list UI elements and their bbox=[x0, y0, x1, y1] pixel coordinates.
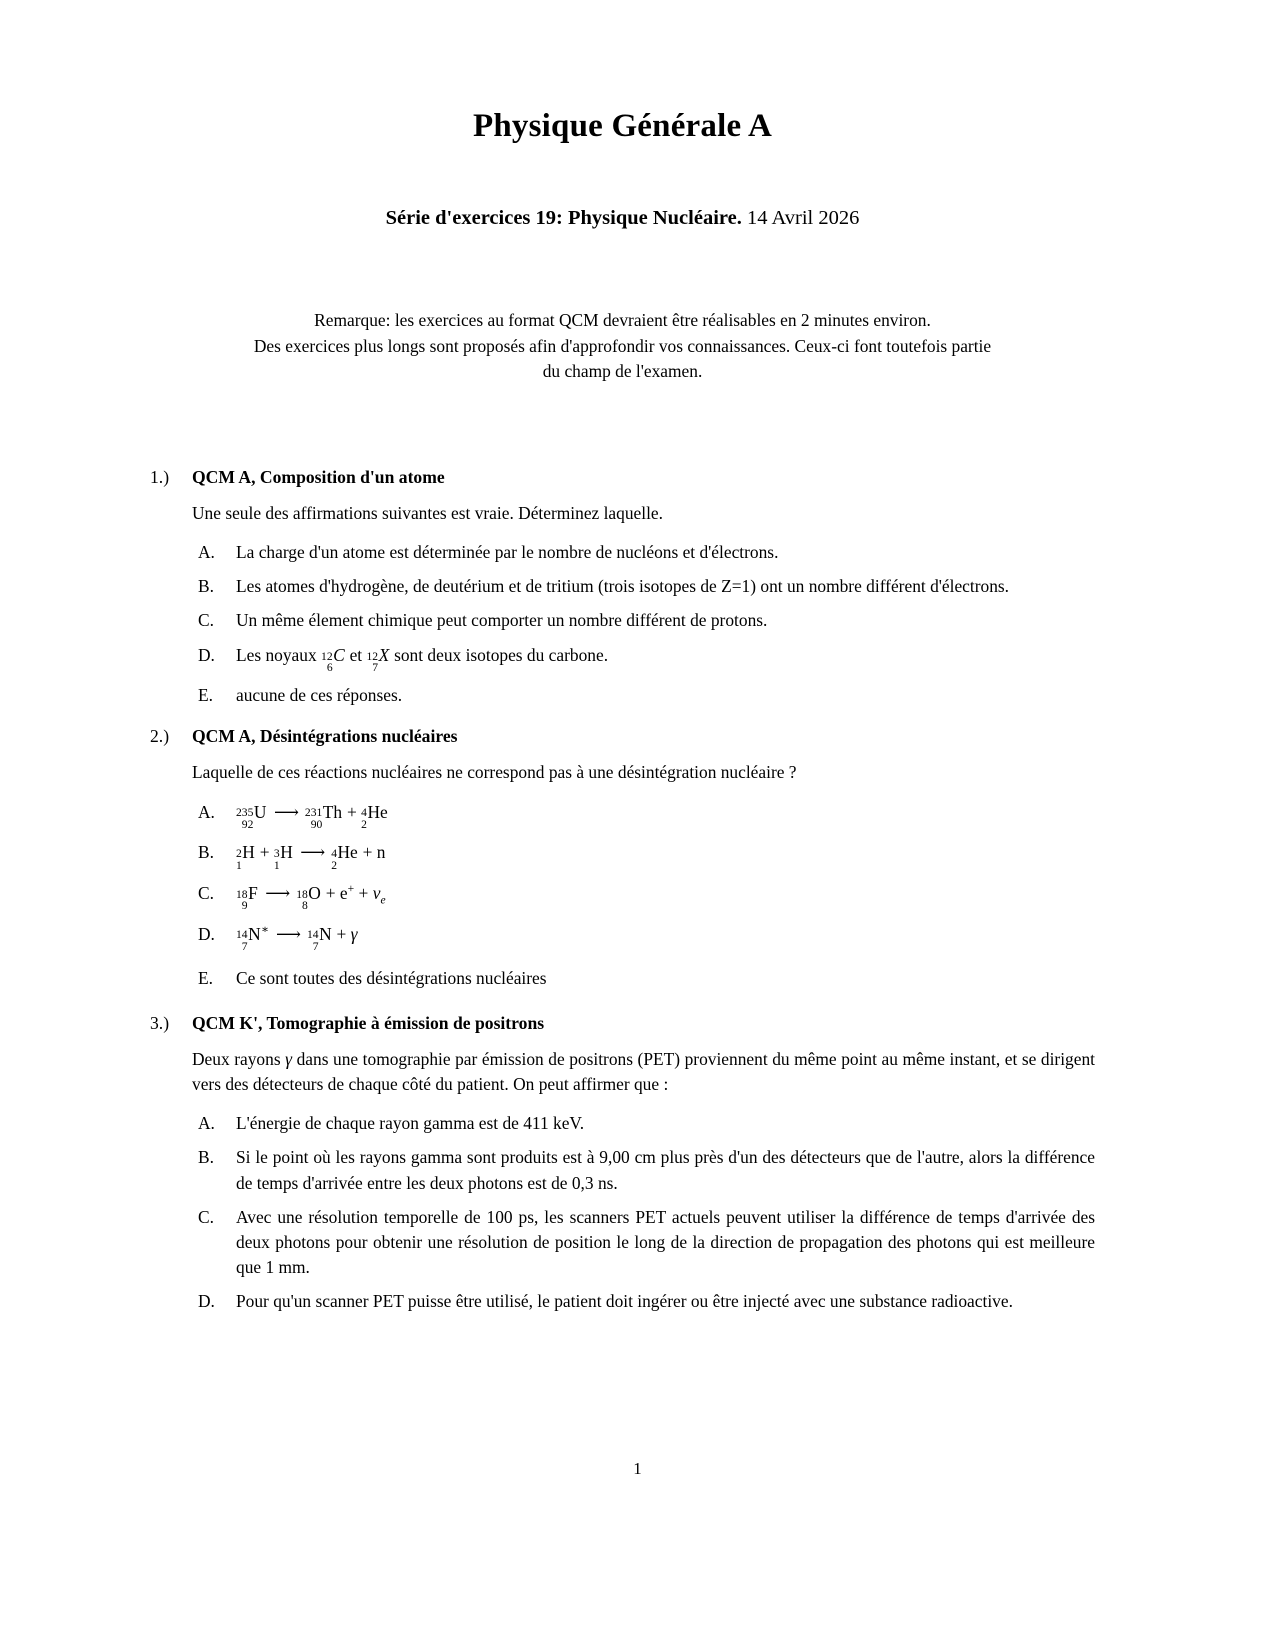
neutrino-symbol: ν bbox=[372, 882, 381, 903]
question-1 bbox=[150, 467, 1095, 708]
option-2e-text: Ce sont toutes des désintégrations nucléaires bbox=[236, 968, 547, 989]
question-3-number: 3.) bbox=[150, 1013, 170, 1034]
isotope-carbon-12-mass: 12 bbox=[321, 649, 333, 663]
nuclide-h-2-atomic: 1 bbox=[236, 858, 242, 872]
nuclide-th-231 bbox=[305, 799, 342, 833]
option-3a-text: L'énergie de chaque rayon gamma est de 411 keV. bbox=[236, 1113, 585, 1134]
equation-2a bbox=[236, 801, 388, 832]
nuclide-he-4 bbox=[361, 799, 388, 833]
nuclide-n-14-excited-atomic: 7 bbox=[241, 940, 248, 954]
option-3d-text: Pour qu'un scanner PET puisse être utilisé, le patient doit ingérer ou être injecté avec une substance radioactive. bbox=[236, 1290, 1013, 1311]
option-3c[interactable] bbox=[150, 1205, 1095, 1280]
nuclide-f-18-mass: 18 bbox=[236, 887, 248, 901]
question-2-number: 2.) bbox=[150, 725, 170, 746]
question-3-intro bbox=[150, 1047, 1095, 1097]
option-1a-text: La charge d'un atome est déterminée par le nombre de nucléons et d'électrons. bbox=[236, 541, 779, 562]
equation-2b bbox=[236, 842, 386, 872]
nuclide-th-231-symbol: Th bbox=[322, 801, 343, 822]
option-2c-label: C. bbox=[198, 882, 214, 903]
neutrino-flavor: e bbox=[380, 893, 386, 907]
plus-sign-2b-1: + bbox=[259, 842, 270, 863]
nuclide-he-4-mass: 4 bbox=[361, 806, 367, 820]
isotope-x-12-symbol: X bbox=[378, 644, 390, 665]
plus-sign-2b-2: + bbox=[362, 842, 373, 863]
neutron-symbol: n bbox=[376, 842, 386, 863]
nuclide-u-235 bbox=[236, 799, 266, 833]
option-1e[interactable] bbox=[150, 683, 1095, 708]
option-1a[interactable] bbox=[150, 540, 1095, 565]
reaction-arrow-2b: ⟶ bbox=[300, 842, 325, 863]
isotope-x-12-mass: 12 bbox=[366, 649, 379, 663]
option-3b-label: B. bbox=[198, 1147, 214, 1168]
nuclide-f-18-symbol: F bbox=[248, 882, 258, 903]
remark-line-3: du champ de l'examen. bbox=[542, 361, 703, 382]
option-2a-label: A. bbox=[198, 801, 215, 822]
option-3d[interactable] bbox=[150, 1289, 1095, 1314]
option-3d-label: D. bbox=[198, 1290, 215, 1311]
gamma-ray-symbol: γ bbox=[285, 1049, 293, 1070]
question-3 bbox=[150, 1013, 1095, 1314]
nuclide-o-18-mass: 18 bbox=[296, 887, 308, 901]
question-1-intro: Une seule des affirmations suivantes est vraie. Déterminez laquelle. bbox=[192, 502, 663, 523]
nuclide-n-14-symbol: N bbox=[319, 923, 332, 944]
nuclide-u-235-atomic: 92 bbox=[241, 818, 254, 832]
nuclide-h-3-mass: 3 bbox=[273, 846, 280, 860]
nuclide-he-4-b-symbol: He bbox=[337, 842, 358, 863]
question-1-heading bbox=[150, 467, 1095, 488]
option-1c-label: C. bbox=[198, 609, 214, 630]
option-2a[interactable] bbox=[150, 799, 1095, 833]
option-2d[interactable] bbox=[150, 921, 1095, 955]
option-1d-label: D. bbox=[198, 644, 215, 665]
option-1b-label: B. bbox=[198, 575, 214, 596]
subtitle-series-label: Série d'exercices 19: Physique Nucléaire. bbox=[385, 207, 742, 229]
option-1e-text: aucune de ces réponses. bbox=[236, 684, 403, 705]
isotope-carbon-12 bbox=[321, 642, 345, 676]
remark-block bbox=[150, 308, 1095, 385]
nuclide-n-14-excited-mass: 14 bbox=[236, 928, 248, 942]
question-3-options bbox=[150, 1111, 1095, 1313]
remark-line-2: Des exercices plus longs sont proposés afin d'approfondir vos connaissances. Ceux-ci font toutefois partie bbox=[253, 335, 992, 356]
gamma-symbol: γ bbox=[350, 923, 358, 944]
isotope-x-12 bbox=[367, 642, 390, 676]
option-2c[interactable] bbox=[150, 880, 1095, 914]
nuclide-h-3-symbol: H bbox=[280, 842, 293, 863]
question-3-heading bbox=[150, 1013, 1095, 1034]
question-3-intro-part1: Deux rayons bbox=[192, 1049, 281, 1070]
nuclide-h-3-atomic: 1 bbox=[273, 858, 280, 872]
nuclide-th-231-mass: 231 bbox=[304, 806, 323, 820]
subtitle-date: 14 Avril 2026 bbox=[746, 207, 860, 229]
nuclide-he-4-b bbox=[331, 839, 358, 873]
option-3a-label: A. bbox=[198, 1113, 215, 1134]
nuclide-h-2-symbol: H bbox=[242, 842, 255, 863]
nuclide-h-2-mass: 2 bbox=[236, 846, 242, 860]
option-3a[interactable] bbox=[150, 1111, 1095, 1136]
question-1-title: QCM A, Composition d'un atome bbox=[192, 466, 445, 487]
page-title: Physique Générale A bbox=[473, 108, 772, 144]
nuclide-o-18-symbol: O bbox=[308, 882, 321, 903]
option-1c-text: Un même élement chimique peut comporter un nombre différent de protons. bbox=[236, 609, 768, 630]
option-2b-label: B. bbox=[198, 842, 214, 863]
questions-list bbox=[150, 467, 1095, 1314]
question-2-options bbox=[150, 799, 1095, 992]
nuclide-h-2 bbox=[236, 839, 255, 873]
option-1d-suffix: sont deux isotopes du carbone. bbox=[394, 644, 609, 665]
option-2e[interactable] bbox=[150, 966, 1095, 991]
option-1c[interactable] bbox=[150, 608, 1095, 633]
document-content bbox=[150, 0, 1095, 1323]
question-3-title: QCM K', Tomographie à émission de positrons bbox=[192, 1013, 545, 1034]
nuclide-he-4-atomic: 2 bbox=[361, 818, 367, 832]
reaction-arrow-2d: ⟶ bbox=[276, 923, 300, 944]
option-1d[interactable] bbox=[150, 642, 1095, 676]
nuclide-u-235-symbol: U bbox=[253, 801, 267, 822]
option-3b[interactable] bbox=[150, 1145, 1095, 1195]
question-2 bbox=[150, 726, 1095, 992]
nuclide-n-14-excited-symbol: N bbox=[248, 923, 261, 944]
nuclide-he-4-b-atomic: 2 bbox=[331, 858, 337, 872]
question-2-intro: Laquelle de ces réactions nucléaires ne correspond pas à une désintégration nucléaire ? bbox=[192, 761, 797, 782]
isotope-carbon-12-symbol: C bbox=[333, 644, 345, 665]
plus-sign-2c-2: + bbox=[358, 882, 369, 903]
nuclide-n-14-atomic: 7 bbox=[312, 940, 319, 954]
option-1a-label: A. bbox=[198, 541, 215, 562]
nuclide-n-14-mass: 14 bbox=[306, 928, 319, 942]
option-1b[interactable] bbox=[150, 574, 1095, 599]
plus-sign-2c-1: + bbox=[325, 882, 336, 903]
isotope-x-12-atomic: 7 bbox=[372, 661, 379, 675]
option-1e-label: E. bbox=[198, 684, 213, 705]
nuclide-n-14-excited bbox=[236, 921, 261, 955]
nuclide-h-3 bbox=[274, 839, 293, 873]
nuclide-th-231-atomic: 90 bbox=[310, 818, 323, 832]
reaction-arrow-2c: ⟶ bbox=[265, 882, 290, 903]
nuclide-o-18-atomic: 8 bbox=[302, 899, 308, 913]
option-1d-prefix: Les noyaux bbox=[236, 644, 317, 665]
nuclide-f-18 bbox=[236, 880, 258, 914]
page-number: 1 bbox=[633, 1459, 642, 1478]
equation-2c bbox=[236, 882, 386, 913]
excited-state-star: ∗ bbox=[261, 922, 270, 936]
option-3b-text: Si le point où les rayons gamma sont produits est à 9,00 cm plus près d'un des détecteurs que de l'autre, alors la différence de temps d'arrivée entre les deux photons est de 0,3 ns. bbox=[236, 1147, 1095, 1193]
option-2e-label: E. bbox=[198, 968, 213, 989]
question-1-options bbox=[150, 540, 1095, 708]
option-3c-label: C. bbox=[198, 1206, 214, 1227]
remark-line-1: Remarque: les exercices au format QCM devraient être réalisables en 2 minutes environ. bbox=[314, 310, 931, 330]
plus-sign-2a: + bbox=[346, 801, 357, 822]
question-2-title: QCM A, Désintégrations nucléaires bbox=[192, 725, 458, 746]
option-2d-label: D. bbox=[198, 923, 215, 944]
nuclide-u-235-mass: 235 bbox=[236, 806, 254, 820]
option-1b-text: Les atomes d'hydrogène, de deutérium et de tritium (trois isotopes de Z=1) ont un nombre différent d'électrons. bbox=[236, 575, 1010, 596]
nuclide-o-18 bbox=[296, 880, 321, 914]
document-subtitle bbox=[150, 207, 1095, 230]
nuclide-he-4-b-mass: 4 bbox=[331, 846, 337, 860]
positron-charge: + bbox=[347, 882, 355, 896]
plus-sign-2d: + bbox=[336, 923, 347, 944]
nuclide-n-14 bbox=[307, 921, 332, 955]
nuclide-he-4-symbol: He bbox=[367, 801, 388, 822]
option-1d-middle: et bbox=[349, 644, 363, 665]
reaction-arrow-2a: ⟶ bbox=[273, 801, 298, 822]
question-3-intro-part2: dans une tomographie par émission de positrons (PET) proviennent du même point au même instant, et se dirigent vers des détecteurs de chaque côté du patient. On peut affirmer que : bbox=[192, 1049, 1095, 1095]
nuclide-f-18-atomic: 9 bbox=[241, 899, 248, 913]
equation-2d bbox=[236, 922, 358, 954]
isotope-carbon-12-atomic: 6 bbox=[326, 661, 333, 675]
question-1-number: 1.) bbox=[150, 466, 170, 487]
option-2b[interactable] bbox=[150, 839, 1095, 873]
option-3c-text: Avec une résolution temporelle de 100 ps, les scanners PET actuels peuvent utiliser la différence de temps d'arrivée des deux photons pour obtenir une résolution de position le long de la direction de propagation des photons qui est meilleure que 1 mm. bbox=[236, 1206, 1095, 1277]
positron-symbol: e bbox=[339, 882, 348, 903]
question-2-heading bbox=[150, 726, 1095, 747]
